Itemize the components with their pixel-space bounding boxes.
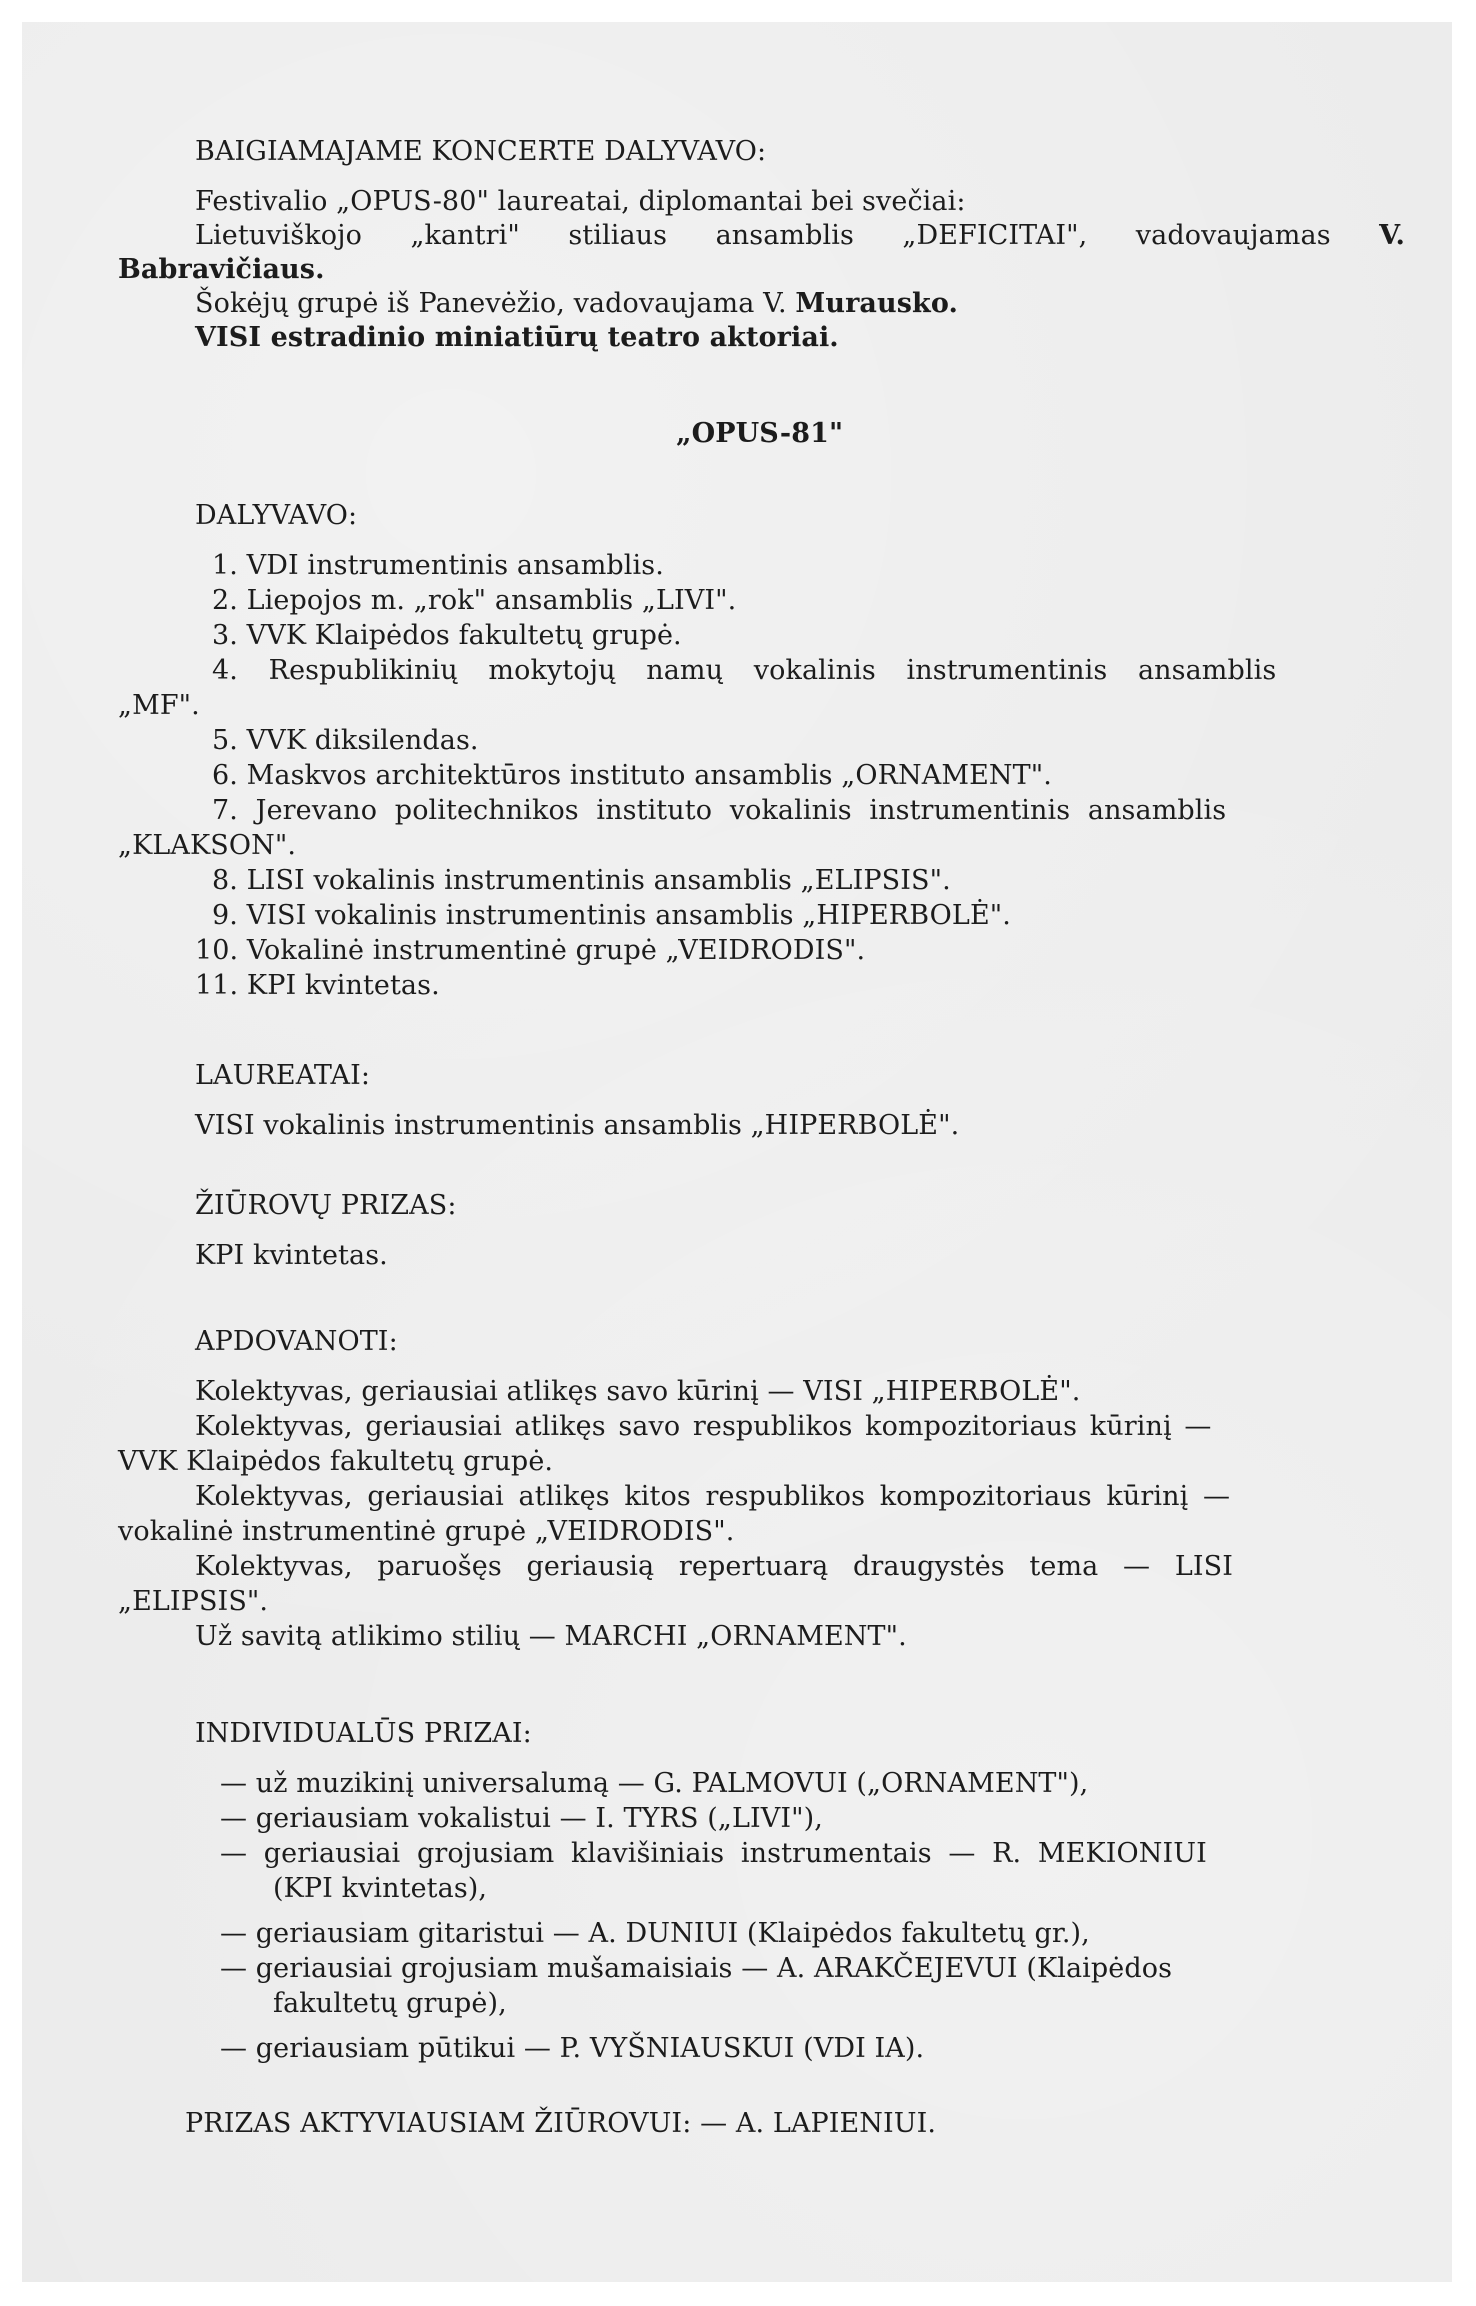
- award-item: Kolektyvas, paruošęs geriausią repertuarą draugystės tema — LISI: [195, 1551, 1233, 1582]
- participant-item: 3. VVK Klaipėdos fakultetų grupė.: [212, 620, 682, 651]
- final-concert-heading: BAIGIAMAJAME KONCERTE DALYVAVO:: [195, 136, 767, 167]
- laureates-text: VISI vokalinis instrumentinis ansamblis „HIPERBOLĖ".: [195, 1110, 960, 1141]
- final-concert-line-1: Festivalio „OPUS-80" laureatai, diplomantai bei svečiai:: [195, 186, 966, 217]
- award-item-cont: vokalinė instrumentinė grupė „VEIDRODIS".: [118, 1516, 735, 1547]
- participant-item: 2. Liepojos m. „rok" ansamblis „LIVI".: [212, 585, 737, 616]
- word: „kantri": [410, 220, 520, 251]
- participant-item: 6. Maskvos architektūros instituto ansamblis „ORNAMENT".: [212, 760, 1052, 791]
- word: V.: [1379, 220, 1405, 251]
- awarded-heading: APDOVANOTI:: [195, 1326, 398, 1357]
- final-concert-line-2-cont: Babravičiaus.: [118, 254, 325, 285]
- participants-heading: DALYVAVO:: [195, 500, 358, 531]
- participant-item: 1. VDI instrumentinis ansamblis.: [212, 550, 664, 581]
- final-concert-line-3: [195, 288, 958, 320]
- word: vadovaujamas: [1135, 220, 1331, 251]
- individual-prize-item: — geriausiam gitaristui — A. DUNIUI (Klaipėdos fakultetų gr.),: [220, 1918, 1090, 1949]
- word: „DEFICITAI",: [902, 220, 1088, 251]
- participant-item: 9. VISI vokalinis instrumentinis ansamblis „HIPERBOLĖ".: [212, 900, 1011, 931]
- individual-prize-item-cont: (KPI kvintetas),: [273, 1873, 488, 1904]
- audience-prize-heading: ŽIŪROVŲ PRIZAS:: [195, 1190, 457, 1221]
- individual-prize-item: — už muzikinį universalumą — G. PALMOVUI („ORNAMENT"),: [220, 1768, 1089, 1799]
- word: ansamblis: [715, 220, 854, 251]
- final-concert-line-4: VISI estradinio miniatiūrų teatro aktoriai.: [195, 322, 839, 353]
- award-item: Už savitą atlikimo stilių — MARCHI „ORNAMENT".: [195, 1621, 907, 1652]
- most-active-viewer-prize: PRIZAS AKTYVIAUSIAM ŽIŪROVUI: — A. LAPIENIUI.: [185, 2108, 937, 2139]
- participant-text: 4. Respublikinių mokytojų namų vokalinis instrumentinis ansamblis: [212, 655, 1277, 686]
- text: Šokėjų grupė iš Panevėžio, vadovaujama V.: [195, 288, 796, 319]
- individual-prizes-heading: INDIVIDUALŪS PRIZAI:: [195, 1718, 532, 1749]
- participant-item-cont: „KLAKSON".: [118, 830, 297, 861]
- final-concert-line-2: [195, 220, 1405, 252]
- participant-item: 5. VVK diksilendas.: [212, 725, 479, 756]
- participant-item: 7. Jerevano politechnikos instituto vokalinis instrumentinis ansamblis: [212, 795, 1227, 826]
- individual-prize-item: — geriausiai grojusiam mušamaisiais — A. ARAKČEJEVUI (Klaipėdos: [220, 1953, 1173, 1984]
- section-title-opus81: „OPUS-81": [676, 418, 844, 449]
- participant-item: 8. LISI vokalinis instrumentinis ansamblis „ELIPSIS".: [212, 865, 951, 896]
- participant-item: 11. KPI kvintetas.: [195, 970, 440, 1001]
- individual-prize-item-cont: fakultetų grupė),: [273, 1988, 507, 2019]
- word: stiliaus: [568, 220, 668, 251]
- participant-item: 10. Vokalinė instrumentinė grupė „VEIDRODIS".: [195, 935, 866, 966]
- award-item: Kolektyvas, geriausiai atlikęs kitos respublikos kompozitoriaus kūrinį —: [195, 1481, 1231, 1512]
- individual-prize-item: — geriausiai grojusiam klavišiniais instrumentais — R. MEKIONIUI: [220, 1838, 1207, 1869]
- award-item: Kolektyvas, geriausiai atlikęs savo kūrinį — VISI „HIPERBOLĖ".: [195, 1376, 1081, 1407]
- individual-prize-item: — geriausiam vokalistui — I. TYRS („LIVI"),: [220, 1803, 823, 1834]
- audience-prize-text: KPI kvintetas.: [195, 1240, 388, 1271]
- participant-item: [212, 655, 1405, 687]
- text-bold: Murausko.: [795, 288, 959, 319]
- word: Lietuviškojo: [195, 220, 362, 251]
- laureates-heading: LAUREATAI:: [195, 1060, 371, 1091]
- award-item: Kolektyvas, geriausiai atlikęs savo respublikos kompozitoriaus kūrinį —: [195, 1411, 1212, 1442]
- participant-item-cont: „MF".: [118, 690, 200, 721]
- individual-prize-item: — geriausiam pūtikui — P. VYŠNIAUSKUI (VDI IA).: [220, 2033, 925, 2064]
- award-item-cont: VVK Klaipėdos fakultetų grupė.: [118, 1446, 554, 1477]
- award-item-cont: „ELIPSIS".: [118, 1586, 269, 1617]
